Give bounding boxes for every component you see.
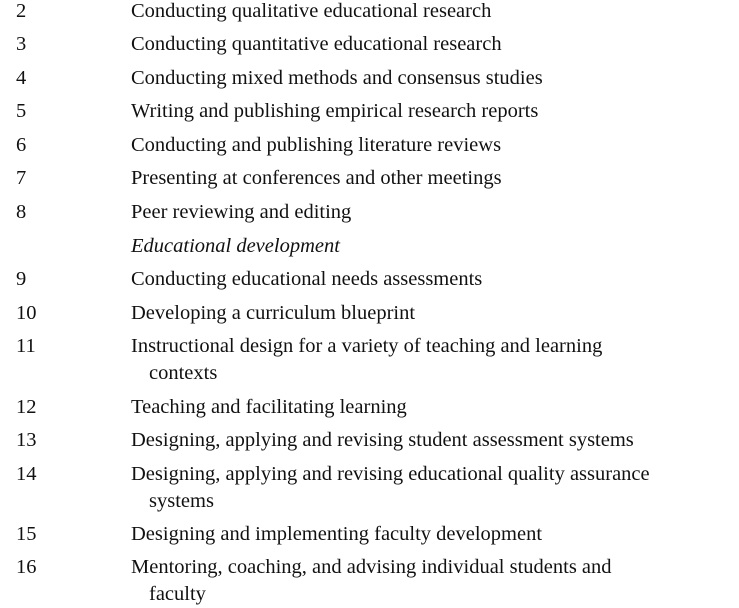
item-number: 7 [16, 167, 27, 189]
item-text: Peer reviewing and editing [131, 201, 352, 223]
item-text-continuation: faculty [149, 583, 206, 605]
item-text: Teaching and facilitating learning [131, 396, 407, 418]
item-number: 8 [16, 201, 27, 223]
item-text: Developing a curriculum blueprint [131, 302, 416, 324]
item-text: Writing and publishing empirical research reports [131, 100, 539, 122]
item-text-wrapper [131, 461, 731, 515]
item-text-continuation: systems [149, 490, 214, 512]
item-number: 11 [16, 335, 36, 357]
item-text: Conducting and publishing literature reviews [131, 134, 502, 156]
section-heading: Educational development [131, 235, 340, 257]
item-number: 3 [16, 33, 27, 55]
item-text: Designing and implementing faculty development [131, 523, 543, 545]
item-text: Instructional design for a variety of teaching and learning [131, 335, 603, 357]
item-text: Conducting mixed methods and consensus studies [131, 67, 543, 89]
item-number: 4 [16, 67, 27, 89]
item-number: 5 [16, 100, 27, 122]
item-number: 10 [16, 302, 37, 324]
item-number: 6 [16, 134, 27, 156]
item-number: 2 [16, 0, 27, 22]
item-number: 9 [16, 268, 27, 290]
item-number: 14 [16, 463, 37, 485]
item-text-wrapper [131, 333, 731, 387]
item-number: 12 [16, 396, 37, 418]
item-text: Presenting at conferences and other meetings [131, 167, 502, 189]
item-text: Designing, applying and revising student assessment systems [131, 429, 634, 451]
item-number: 15 [16, 523, 37, 545]
item-number: 16 [16, 556, 37, 578]
item-text: Conducting quantitative educational research [131, 33, 502, 55]
item-text: Designing, applying and revising educational quality assurance [131, 463, 650, 485]
item-text: Conducting educational needs assessments [131, 268, 483, 290]
item-text: Mentoring, coaching, and advising individual students and [131, 556, 612, 578]
item-number: 13 [16, 429, 37, 451]
item-text: Conducting qualitative educational research [131, 0, 492, 22]
item-text-continuation: contexts [149, 362, 218, 384]
